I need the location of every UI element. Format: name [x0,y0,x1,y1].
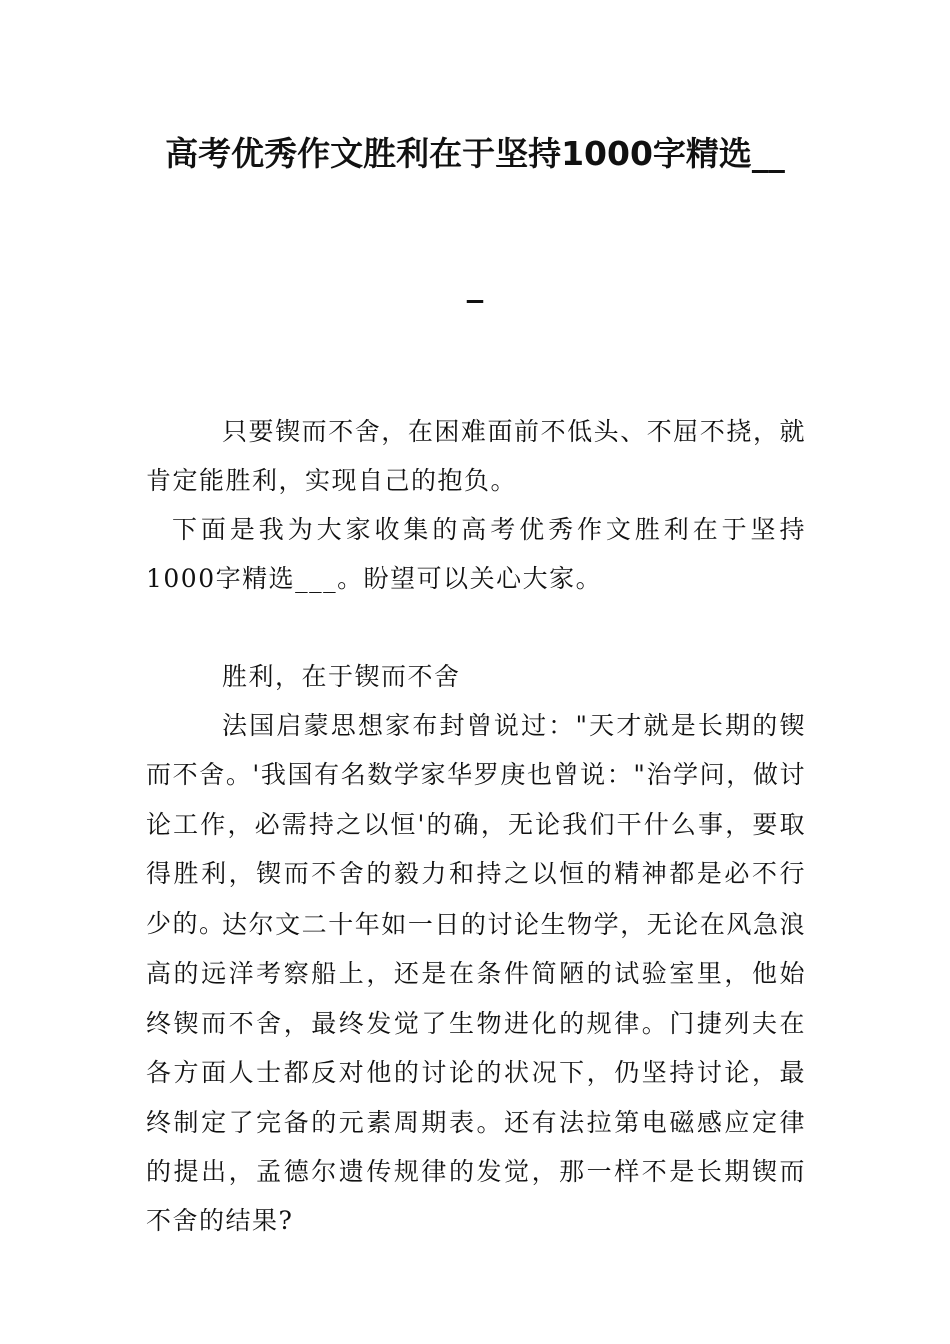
body-paragraph: 法国启蒙思想家布封曾说过："天才就是长期的锲而不舍。'我国有名数学家华罗庚也曾说："治学问，做讨论工作，必需持之以恒'的确，无论我们干什么事，要取得胜利，锲而不舍的毅力和持之以恒的精神都是必不行少的。 [146,711,806,938]
preface-paragraph: 下面是我为大家收集的高考优秀作文胜利在于坚持1000字精选___。盼望可以关心大家。 [146,515,806,594]
section-heading: 胜利，在于锲而不舍 [222,662,461,691]
body-paragraph: 达尔文二十年如一日的讨论生物学，无论在风急浪高的远洋考察船上，还是在条件简陋的试验室里，他始终锲而不舍，最终发觉了生物进化的规律。门捷列夫在各方面人士都反对他的讨论的状况下，仍坚持讨论，最终制定了完备的元素周期表。还有法拉第电磁感应定律的提出，孟德尔遗传规律的发觉，那一样不是长期锲而不舍的结果? [146,910,806,1236]
intro-paragraph: 只要锲而不舍，在困难面前不低头、不屈不挠，就肯定能胜利，实现自己的抱负。 [146,417,806,496]
document-title: 高考优秀作文胜利在于坚持1000字精选__ [165,134,785,173]
document-title-continuation: _ [466,264,484,303]
